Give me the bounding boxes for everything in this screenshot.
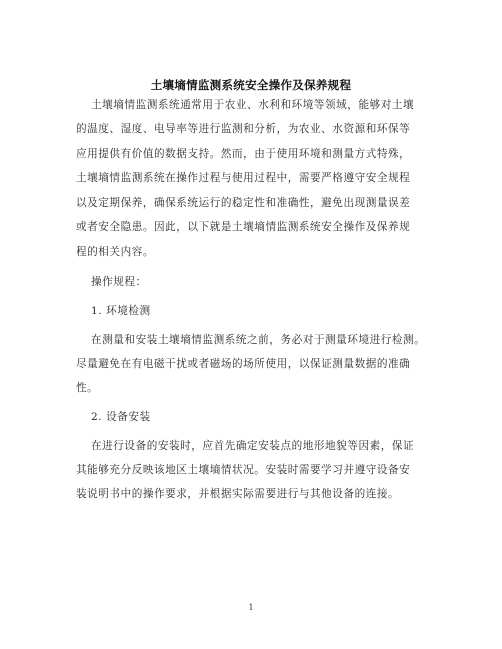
item-paragraph-line: 其能够充分反映该地区土壤墒情状况。安装时需要学习并遵守设备安 (76, 464, 411, 476)
item-paragraph-line: 性。 (76, 382, 99, 394)
intro-line: 以及定期保养，确保系统运行的稳定性和准确性，避免出现测量误差 (76, 197, 411, 209)
intro-line: 土壤墒情监测系统在操作过程与使用过程中，需要严格遵守安全规程 (76, 172, 411, 184)
item-heading-installation: 2. 设备安装 (91, 411, 151, 423)
item-paragraph-line: 尽量避免在有电磁干扰或者磁场的场所使用，以保证测量数据的准确 (76, 358, 411, 370)
intro-line: 或者安全隐患。因此，以下就是土壤墒情监测系统安全操作及保养规 (76, 221, 411, 233)
intro-line: 土壤墒情监测系统通常用于农业、水利和环境等领域，能够对土壤 (91, 99, 415, 111)
intro-line: 的温度、湿度、电导率等进行监测和分析，为农业、水资源和环保等 (76, 123, 411, 135)
intro-line: 程的相关内容。 (76, 246, 155, 258)
item-paragraph-line: 在测量和安装土壤墒情监测系统之前，务必对于测量环境进行检测。 (91, 334, 426, 346)
item-paragraph-line: 在进行设备的安装时，应首先确定安装点的地形地貌等因素，保证 (91, 440, 415, 452)
item-paragraph-line: 装说明书中的操作要求，并根据实际需要进行与其他设备的连接。 (76, 488, 400, 500)
page-number: 1 (248, 603, 254, 612)
section-heading: 操作规程： (91, 276, 147, 288)
document-title: 土壤墒情监测系统安全操作及保养规程 (150, 78, 352, 92)
item-heading-environment: 1. 环境检测 (91, 305, 151, 317)
intro-line: 应用提供有价值的数据支持。然而，由于使用环境和测量方式特殊， (76, 148, 411, 160)
